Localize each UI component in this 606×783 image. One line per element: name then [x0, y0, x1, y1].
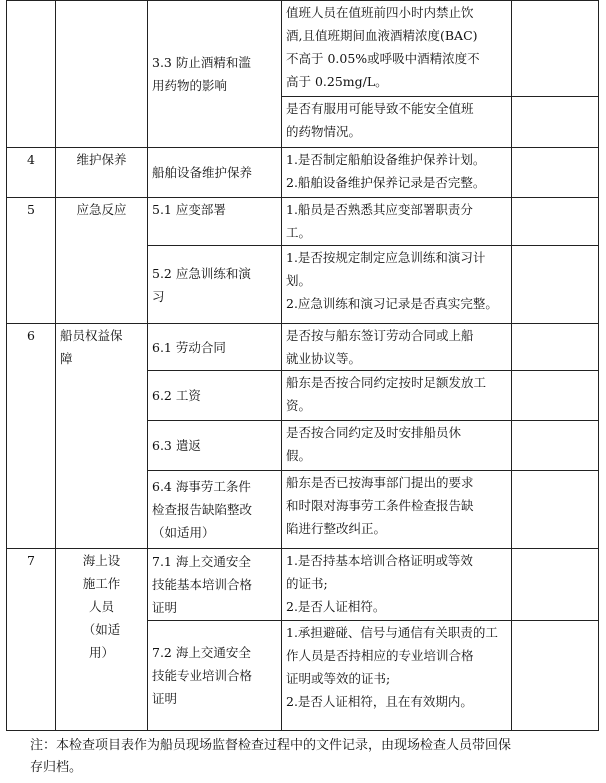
result-cell	[512, 471, 599, 549]
subitem-cell: 7.1 海上交通安全 技能基本培训合格 证明	[148, 549, 282, 621]
category-cell: 海上设 施工作 人员 （如适 用）	[56, 549, 148, 731]
detail-cell: 值班人员在值班前四小时内禁止饮 酒,且值班期间血液酒精浓度(BAC) 不高于 0.05%或呼吸中酒精浓度不 高于 0.25mg/L。	[282, 1, 512, 97]
subitem-cell: 6.2 工资	[148, 371, 282, 421]
detail-cell: 1.是否持基本培训合格证明或等效 的证书; 2.是否人证相符。	[282, 549, 512, 621]
subitem-cell: 3.3 防止酒精和滥 用药物的影响	[148, 1, 282, 148]
subitem-cell: 5.2 应急训练和演 习	[148, 246, 282, 324]
result-cell	[512, 621, 599, 731]
item-number-cell: 7	[7, 549, 56, 731]
item-number-cell: 4	[7, 148, 56, 198]
category-cell	[56, 1, 148, 148]
table-row	[7, 324, 599, 371]
table-row	[7, 148, 599, 198]
item-number-cell	[7, 1, 56, 148]
result-cell	[512, 324, 599, 371]
result-cell	[512, 421, 599, 471]
result-cell	[512, 1, 599, 97]
result-cell	[512, 371, 599, 421]
result-cell	[512, 97, 599, 148]
category-cell: 船员权益保 障	[56, 324, 148, 549]
subitem-cell: 船舶设备维护保养	[148, 148, 282, 198]
table-row	[7, 1, 599, 97]
detail-cell: 是否按合同约定及时安排船员休 假。	[282, 421, 512, 471]
detail-cell: 是否按与船东签订劳动合同或上船 就业协议等。	[282, 324, 512, 371]
detail-cell: 1.是否制定船舶设备维护保养计划。 2.船舶设备维护保养记录是否完整。	[282, 148, 512, 198]
subitem-cell: 7.2 海上交通安全 技能专业培训合格 证明	[148, 621, 282, 731]
subitem-cell: 6.1 劳动合同	[148, 324, 282, 371]
item-number-cell: 5	[7, 198, 56, 324]
item-number-cell: 6	[7, 324, 56, 549]
detail-cell: 1.承担避碰、信号与通信有关职责的工 作人员是否持相应的专业培训合格 证明或等效的证书; 2.是否人证相符，且在有效期内。	[282, 621, 512, 731]
detail-cell: 船东是否已按海事部门提出的要求 和时限对海事劳工条件检查报告缺 陷进行整改纠正。	[282, 471, 512, 549]
subitem-cell: 6.4 海事劳工条件 检查报告缺陷整改 （如适用）	[148, 471, 282, 549]
category-cell: 维护保养	[56, 148, 148, 198]
detail-cell: 1.是否按规定制定应急训练和演习计 划。 2.应急训练和演习记录是否真实完整。	[282, 246, 512, 324]
detail-cell: 船东是否按合同约定按时足额发放工 资。	[282, 371, 512, 421]
result-cell	[512, 549, 599, 621]
table-row	[7, 198, 599, 246]
inspection-checklist-table	[6, 0, 599, 731]
result-cell	[512, 148, 599, 198]
detail-cell: 1.船员是否熟悉其应变部署职责分 工。	[282, 198, 512, 246]
result-cell	[512, 198, 599, 246]
table-row	[7, 549, 599, 621]
category-cell: 应急反应	[56, 198, 148, 324]
footnote: 注：本检查项目表作为船员现场监督检查过程中的文件记录，由现场检查人员带回保 存归档。	[30, 738, 512, 775]
subitem-cell: 6.3 遣返	[148, 421, 282, 471]
subitem-cell: 5.1 应变部署	[148, 198, 282, 246]
detail-cell: 是否有服用可能导致不能安全值班 的药物情况。	[282, 97, 512, 148]
result-cell	[512, 246, 599, 324]
